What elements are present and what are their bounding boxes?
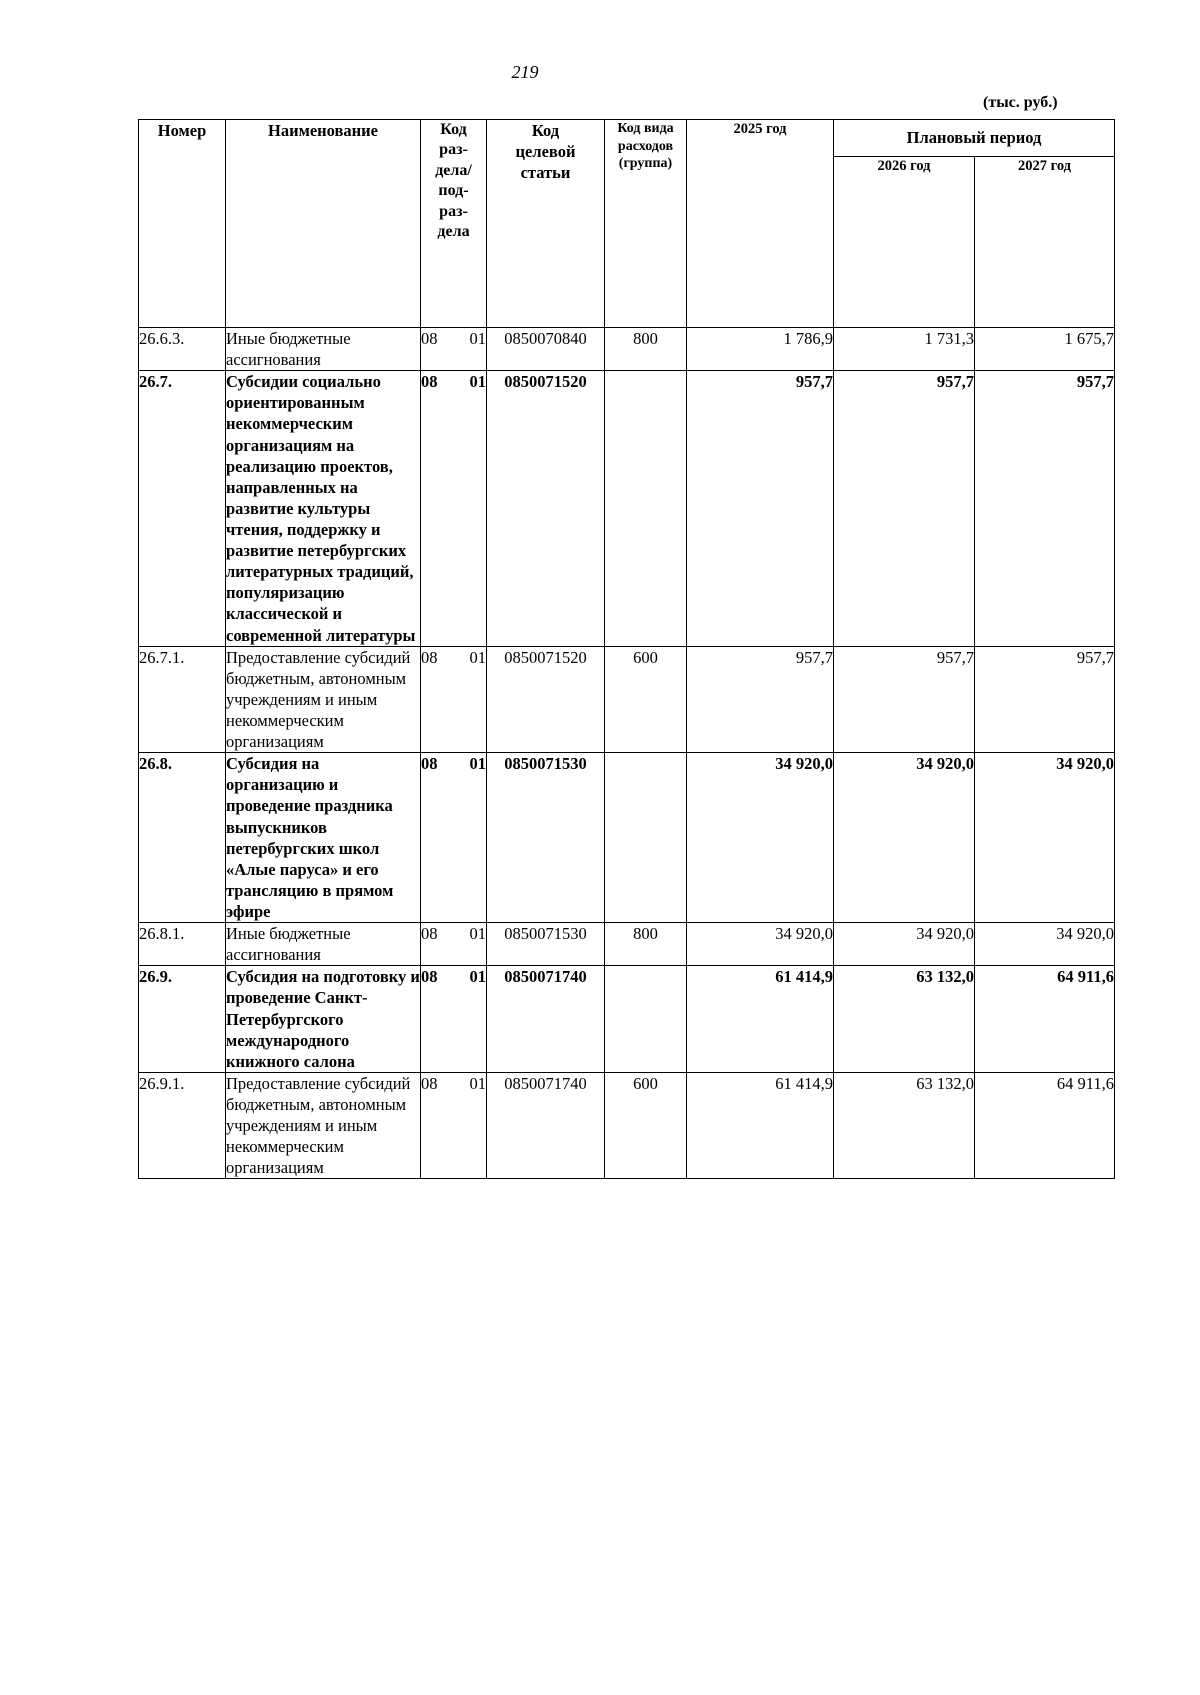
table-body <box>139 328 1115 1179</box>
row-target-code: 0850071520 <box>487 371 605 646</box>
header-razdel-line: дела/ <box>435 161 472 179</box>
row-value-2027: 64 911,6 <box>975 1072 1115 1179</box>
row-razdel-codes <box>421 328 486 349</box>
header-name: Наименование <box>226 120 421 328</box>
table-row <box>139 646 1115 753</box>
header-2026: 2026 год <box>834 157 975 328</box>
row-razdel-codes <box>421 753 486 774</box>
row-value-2025: 34 920,0 <box>687 753 834 923</box>
row-value-2027: 1 675,7 <box>975 328 1115 371</box>
row-value-2026: 63 132,0 <box>834 1072 975 1179</box>
header-2025: 2025 год <box>687 120 834 328</box>
row-value-2026: 34 920,0 <box>834 923 975 966</box>
row-value-2025: 61 414,9 <box>687 966 834 1073</box>
header-2027: 2027 год <box>975 157 1115 328</box>
header-vid-line: расходов <box>617 138 674 154</box>
row-razdel-codes <box>421 371 486 392</box>
row-name: Субсидия на подготовку и проведение Санкт-Петербургского международного книжного салона <box>226 967 420 1071</box>
row-value-2025: 957,7 <box>687 371 834 646</box>
header-target-line: целевой <box>515 142 576 162</box>
row-razdel <box>421 966 487 1073</box>
row-razdel-code: 08 <box>421 967 438 987</box>
table-header <box>139 120 1115 328</box>
row-name: Иные бюджетные ассигнования <box>226 923 421 966</box>
row-number: 26.6.3. <box>139 328 226 371</box>
row-target-code: 0850071530 <box>487 923 605 966</box>
row-vid-code <box>605 371 687 646</box>
row-value-2027: 34 920,0 <box>975 923 1115 966</box>
row-razdel-codes <box>421 923 486 944</box>
row-target-code: 0850071520 <box>487 646 605 753</box>
header-razdel-line: раз- <box>439 202 468 220</box>
row-value-2027: 957,7 <box>975 371 1115 646</box>
units-label: (тыс. руб.) <box>983 94 1058 111</box>
row-podrazdel-code: 01 <box>469 372 486 392</box>
row-razdel <box>421 753 487 923</box>
header-plan-period: Плановый период <box>834 120 1115 157</box>
row-value-2025: 34 920,0 <box>687 923 834 966</box>
row-value-2026: 957,7 <box>834 371 975 646</box>
row-razdel <box>421 1072 487 1179</box>
row-vid-code <box>605 966 687 1073</box>
row-razdel-codes <box>421 647 486 668</box>
page-number: 219 <box>511 62 539 82</box>
row-name: Иные бюджетные ассигнования <box>226 328 421 371</box>
row-value-2025: 957,7 <box>687 646 834 753</box>
row-razdel-code: 08 <box>421 754 438 774</box>
header-razdel-line: под- <box>438 182 469 200</box>
row-podrazdel-code: 01 <box>469 1073 486 1093</box>
row-podrazdel-code: 01 <box>469 647 486 667</box>
row-podrazdel-code: 01 <box>469 754 486 774</box>
row-number: 26.7. <box>139 371 226 646</box>
row-number: 26.9.1. <box>139 1072 226 1179</box>
row-razdel <box>421 328 487 371</box>
row-name: Субсидии социально ориентированным некоммерческим организациям на реализацию проектов, направленных на развитие культуры чтения, поддержку и развитие петербургских литературных традиций, популяризацию классической и современной литературы <box>226 371 421 646</box>
row-razdel <box>421 923 487 966</box>
row-vid-code <box>605 753 687 923</box>
row-razdel-code: 08 <box>421 924 438 944</box>
row-razdel-code: 08 <box>421 647 438 667</box>
row-value-2026: 957,7 <box>834 646 975 753</box>
row-number: 26.7.1. <box>139 646 226 753</box>
row-razdel-code: 08 <box>421 372 438 392</box>
row-razdel-code: 08 <box>421 1073 438 1093</box>
row-value-2026: 1 731,3 <box>834 328 975 371</box>
row-value-2027: 34 920,0 <box>975 753 1115 923</box>
row-vid-code: 800 <box>605 923 687 966</box>
row-podrazdel-code: 01 <box>469 924 486 944</box>
header-vid-line: (группа) <box>618 156 673 171</box>
table-row <box>139 923 1115 966</box>
header-razdel-line: Код <box>440 121 467 138</box>
table-row <box>139 328 1115 371</box>
row-razdel-codes <box>421 1073 486 1094</box>
row-target-code: 0850071740 <box>487 966 605 1073</box>
table-row <box>139 371 1115 646</box>
row-value-2025: 1 786,9 <box>687 328 834 371</box>
row-target-code: 0850071740 <box>487 1072 605 1179</box>
row-name: Предоставление субсидий бюджетным, автономным учреждениям и иным некоммерческим организациям <box>226 646 421 753</box>
row-number: 26.9. <box>139 966 226 1073</box>
header-vid-line: Код вида <box>617 121 674 136</box>
row-razdel-code: 08 <box>421 329 438 348</box>
row-value-2025: 61 414,9 <box>687 1072 834 1179</box>
row-podrazdel-code: 01 <box>469 967 486 987</box>
table-row <box>139 753 1115 923</box>
row-value-2027: 64 911,6 <box>975 966 1115 1073</box>
header-target <box>487 120 605 328</box>
header-vid <box>605 120 687 328</box>
budget-table <box>138 119 1115 1179</box>
row-name: Предоставление субсидий бюджетным, автономным учреждениям и иным некоммерческим организациям <box>226 1072 421 1179</box>
header-num: Номер <box>139 120 226 328</box>
row-value-2026: 63 132,0 <box>834 966 975 1073</box>
row-target-code: 0850071530 <box>487 753 605 923</box>
row-target-code: 0850070840 <box>487 328 605 371</box>
row-razdel <box>421 371 487 646</box>
header-razdel-line: дела <box>437 223 470 241</box>
row-number: 26.8.1. <box>139 923 226 966</box>
row-value-2027: 957,7 <box>975 646 1115 753</box>
header-razdel <box>421 120 487 328</box>
row-value-2026: 34 920,0 <box>834 753 975 923</box>
header-target-line: статьи <box>520 163 571 183</box>
table-row <box>139 1072 1115 1179</box>
row-podrazdel-code: 01 <box>469 329 486 348</box>
row-vid-code: 800 <box>605 328 687 371</box>
table-row <box>139 966 1115 1073</box>
row-number: 26.8. <box>139 753 226 923</box>
row-vid-code: 600 <box>605 646 687 753</box>
row-name: Субсидия на организацию и проведение праздника выпускников петербургских школ «Алые паруса» и его трансляцию в прямом эфире <box>226 753 421 923</box>
header-razdel-line: раз- <box>439 141 468 159</box>
header-target-line: Код <box>531 121 560 140</box>
row-razdel-codes <box>421 966 486 987</box>
row-vid-code: 600 <box>605 1072 687 1179</box>
row-razdel <box>421 646 487 753</box>
